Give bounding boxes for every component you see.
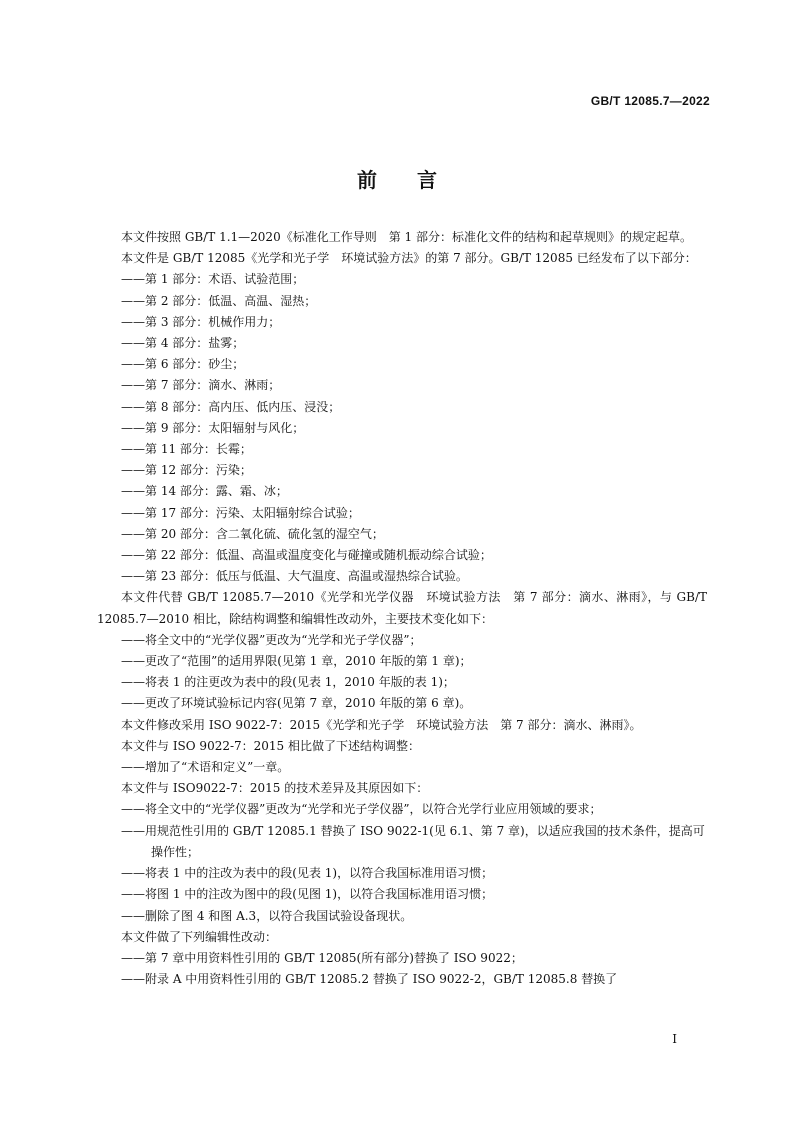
- list-item: ——将全文中的“光学仪器”更改为“光学和光子学仪器”，以符合光学行业应用领域的要求；: [121, 802, 602, 817]
- list-item: ——第 20 部分：含二氧化硫、硫化氢的湿空气；: [121, 526, 384, 541]
- list-item: ——第 8 部分：高内压、低内压、浸没；: [121, 399, 341, 414]
- list-item: ——第 6 部分：砂尘；: [121, 357, 245, 372]
- parts-list: [97, 269, 707, 587]
- page-number: I: [672, 1032, 677, 1046]
- list-item: ——用规范性引用的 GB/T 12085.1 替换了 ISO 9022-1(见 6.1、第 7 章)，以适应我国的技术条件，提高可操作性；: [121, 823, 705, 859]
- list-item: ——更改了环境试验标记内容(见第 7 章，2010 年版的第 6 章)。: [121, 696, 472, 711]
- list-item: ——第 14 部分：露、霜、冰；: [121, 484, 288, 499]
- paragraph-technical-differences: 本文件与 ISO9022-7：2015 的技术差异及其原因如下：: [121, 781, 429, 796]
- page-title: 前言: [357, 168, 477, 192]
- list-item: ——第 9 部分：太阳辐射与风化；: [121, 420, 305, 435]
- list-item: ——更改了“范围”的适用界限(见第 1 章，2010 年版的第 1 章)；: [121, 654, 472, 669]
- paragraph-replaces: 本文件代替 GB/T 12085.7—2010《光学和光学仪器 环境试验方法 第 7 部分：滴水、淋雨》，与 GB/T 12085.7—2010 相比，除结构调整和编辑性改动外，主要技术变化如下：: [97, 590, 707, 626]
- list-item: ——第 17 部分：污染、太阳辐射综合试验；: [121, 505, 360, 520]
- changes-list: [97, 630, 707, 715]
- list-item: ——删除了图 4 和图 A.3，以符合我国试验设备现状。: [121, 908, 413, 923]
- paragraph-structure-changes: 本文件与 ISO 9022-7：2015 相比做了下述结构调整：: [121, 738, 421, 753]
- list-item: ——第 23 部分：低压与低温、大气温度、高温或湿热综合试验。: [121, 569, 468, 584]
- list-item: ——将表 1 中的注改为表中的段(见表 1)，以符合我国标准用语习惯；: [121, 866, 494, 881]
- paragraph-series-intro: 本文件是 GB/T 12085《光学和光子学 环境试验方法》的第 7 部分。GB/T 12085 已经发布了以下部分：: [121, 251, 697, 266]
- list-item: ——将表 1 的注更改为表中的段(见表 1，2010 年版的表 1)；: [121, 675, 455, 690]
- list-item: ——第 3 部分：机械作用力；: [121, 314, 281, 329]
- list-item: ——将图 1 中的注改为图中的段(见图 1)，以符合我国标准用语习惯；: [121, 887, 494, 902]
- paragraph-adoption: 本文件修改采用 ISO 9022-7：2015《光学和光子学 环境试验方法 第 7 部分：滴水、淋雨》。: [121, 717, 642, 732]
- list-item: ——第 2 部分：低温、高温、湿热；: [121, 293, 317, 308]
- editorial-list: [97, 948, 707, 990]
- list-item: ——第 11 部分：长霉；: [121, 442, 252, 457]
- standard-code: GB/T 12085.7—2022: [590, 94, 710, 108]
- structure-list: [97, 757, 707, 778]
- paragraph-drafting-rules: 本文件按照 GB/T 1.1—2020《标准化工作导则 第 1 部分：标准化文件的结构和起草规则》的规定起草。: [121, 230, 692, 244]
- list-item: ——第 12 部分：污染；: [121, 463, 252, 478]
- differences-list: [97, 799, 707, 926]
- paragraph-editorial-changes: 本文件做了下列编辑性改动：: [121, 929, 278, 944]
- list-item: ——将全文中的“光学仪器”更改为“光学和光子学仪器”；: [121, 632, 422, 647]
- list-item: ——第 22 部分：低温、高温或温度变化与碰撞或随机振动综合试验；: [121, 548, 492, 563]
- list-item: ——第 7 部分：滴水、淋雨；: [121, 378, 281, 393]
- list-item: ——第 4 部分：盐雾；: [121, 336, 245, 351]
- list-item: ——增加了“术语和定义”一章。: [121, 760, 290, 775]
- document-body: [97, 227, 707, 990]
- list-item: ——第 1 部分：术语、试验范围；: [121, 272, 305, 287]
- list-item: ——第 7 章中用资料性引用的 GB/T 12085(所有部分)替换了 ISO 9022；: [121, 950, 523, 965]
- list-item: ——附录 A 中用资料性引用的 GB/T 12085.2 替换了 ISO 9022-2，GB/T 12085.8 替换了: [121, 972, 618, 987]
